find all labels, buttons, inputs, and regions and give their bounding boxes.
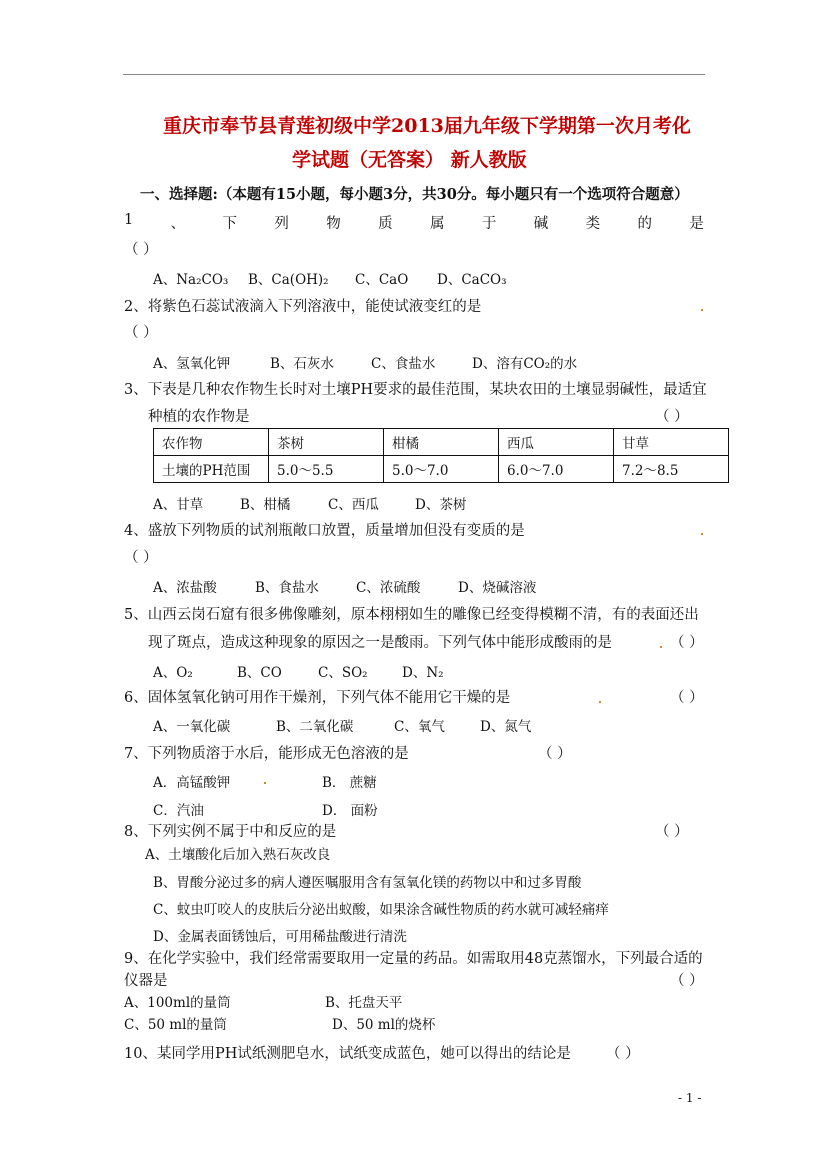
question-8-answer-blank: （ ） bbox=[655, 824, 689, 840]
question-3-option-b: B、柑橘 bbox=[240, 497, 291, 513]
question-9-stem-line2: 仪器是 bbox=[124, 973, 168, 989]
stray-mark bbox=[701, 533, 703, 535]
question-8-option-a: A、土壤酸化后加入熟石灰改良 bbox=[145, 847, 331, 863]
stray-mark bbox=[264, 782, 266, 784]
question-3-option-d: D、茶树 bbox=[415, 497, 467, 513]
question-3-option-c: C、西瓜 bbox=[328, 497, 379, 513]
header-rule bbox=[123, 74, 705, 75]
question-1-option-b: B、Ca(OH)₂ bbox=[248, 272, 329, 288]
question-8-option-b: B、胃酸分泌过多的病人遵医嘱服用含有氢氧化镁的药物以中和过多胃酸 bbox=[153, 875, 582, 891]
question-7-option-b: B． 蔗糖 bbox=[322, 775, 377, 791]
question-2-option-a: A、氢氧化钾 bbox=[153, 356, 231, 372]
question-6-option-d: D、氮气 bbox=[480, 719, 532, 735]
question-6-option-b: B、二氧化碳 bbox=[276, 719, 354, 735]
question-2-stem: 2、将紫色石蕊试液滴入下列溶液中，能使试液变红的是 bbox=[124, 299, 482, 315]
page-title-line2: 学试题（无答案） 新人教版 bbox=[292, 149, 527, 171]
table-cell: 7.2～8.5 bbox=[614, 456, 729, 483]
table-cell: 5.0～5.5 bbox=[269, 456, 384, 483]
table-cell: 6.0～7.0 bbox=[499, 456, 614, 483]
question-1-option-c: C、CaO bbox=[355, 272, 409, 288]
question-8-option-d: D、金属表面锈蚀后，可用稀盐酸进行清洗 bbox=[153, 929, 407, 945]
stray-mark bbox=[701, 309, 703, 311]
question-2-option-c: C、食盐水 bbox=[371, 356, 436, 372]
table-cell: 柑橘 bbox=[384, 429, 499, 456]
question-2-answer-blank: （ ） bbox=[124, 325, 158, 341]
question-2-option-b: B、石灰水 bbox=[270, 356, 334, 372]
question-5-option-a: A、O₂ bbox=[153, 665, 193, 681]
question-7-stem: 7、下列物质溶于水后，能形成无色溶液的是 bbox=[124, 746, 409, 762]
question-5-stem-line2: 现了斑点，造成这种现象的原因之一是酸雨。下列气体中能形成酸雨的是 bbox=[148, 635, 612, 651]
table-cell: 茶树 bbox=[269, 429, 384, 456]
question-6-option-c: C、氧气 bbox=[394, 719, 445, 735]
table-cell: 农作物 bbox=[154, 429, 269, 456]
page-title-line1: 重庆市奉节县青莲初级中学2013届九年级下学期第一次月考化 bbox=[163, 115, 691, 137]
question-10-answer-blank: （ ） bbox=[606, 1046, 640, 1062]
stray-mark bbox=[599, 701, 601, 703]
question-10-stem: 10、某同学用PH试纸测肥皂水，试纸变成蓝色，她可以得出的结论是 bbox=[124, 1046, 571, 1062]
question-3-stem-line2: 种植的农作物是 bbox=[148, 409, 250, 425]
table-row bbox=[154, 456, 729, 483]
question-4-option-c: C、浓硫酸 bbox=[356, 580, 421, 596]
question-6-option-a: A、一氧化碳 bbox=[153, 719, 231, 735]
question-1-stem: 1 、 下 列 物 质 属 于 碱 类 的 是 bbox=[124, 212, 704, 232]
stray-mark bbox=[660, 646, 662, 648]
question-3-option-a: A、甘草 bbox=[153, 497, 204, 513]
section-heading: 一、选择题:（本题有15小题，每小题3分，共30分。每小题只有一个选项符合题意） bbox=[140, 186, 689, 203]
question-7-option-d: D． 面粉 bbox=[322, 803, 378, 819]
question-5-option-b: B、CO bbox=[237, 665, 282, 681]
question-9-option-a: A、100ml的量筒 bbox=[124, 995, 231, 1011]
table-cell: 甘草 bbox=[614, 429, 729, 456]
question-6-stem: 6、固体氢氧化钠可用作干燥剂，下列气体不能用它干燥的是 bbox=[124, 690, 511, 706]
table-cell: 5.0～7.0 bbox=[384, 456, 499, 483]
question-1-answer-blank: （ ） bbox=[124, 242, 158, 258]
question-2-option-d: D、溶有CO₂的水 bbox=[472, 356, 578, 372]
question-4-option-d: D、烧碱溶液 bbox=[458, 580, 537, 596]
question-5-option-c: C、SO₂ bbox=[318, 665, 368, 681]
page-number: - 1 - bbox=[678, 1091, 702, 1105]
question-7-option-c: C．汽油 bbox=[153, 803, 204, 819]
question-3-answer-blank: （ ） bbox=[655, 409, 689, 425]
question-9-option-b: B、托盘天平 bbox=[325, 995, 403, 1011]
question-7-answer-blank: （ ） bbox=[538, 746, 572, 762]
question-9-option-c: C、50 ml的量筒 bbox=[124, 1017, 227, 1033]
question-7-option-a: A．高锰酸钾 bbox=[153, 775, 231, 791]
question-3-stem-line1: 3、下表是几种农作物生长时对土壤PH要求的最佳范围，某块农田的土壤显弱碱性，最适宜 bbox=[124, 382, 707, 398]
question-4-stem: 4、盛放下列物质的试剂瓶敞口放置，质量增加但没有变质的是 bbox=[124, 523, 525, 539]
question-1-option-a: A、Na₂CO₃ bbox=[153, 272, 229, 288]
ph-range-table bbox=[153, 428, 729, 483]
question-8-option-c: C、蚊虫叮咬人的皮肤后分泌出蚁酸，如果涂含碱性物质的药水就可减轻痛痒 bbox=[153, 902, 609, 918]
question-1-option-d: D、CaCO₃ bbox=[437, 272, 507, 288]
question-8-stem: 8、下列实例不属于中和反应的是 bbox=[124, 824, 337, 840]
question-9-option-d: D、50 ml的烧杯 bbox=[332, 1017, 436, 1033]
question-4-option-a: A、浓盐酸 bbox=[153, 580, 217, 596]
question-5-option-d: D、N₂ bbox=[402, 665, 444, 681]
table-cell: 土壤的PH范围 bbox=[154, 456, 269, 483]
table-cell: 西瓜 bbox=[499, 429, 614, 456]
question-4-answer-blank: （ ） bbox=[124, 550, 158, 566]
question-6-answer-blank: （ ） bbox=[670, 690, 704, 706]
question-9-stem-line1: 9、在化学实验中，我们经常需要取用一定量的药品。如需取用48克蒸馏水，下列最合适的 bbox=[124, 951, 703, 967]
question-4-option-b: B、食盐水 bbox=[255, 580, 319, 596]
question-5-answer-blank: （ ） bbox=[670, 635, 704, 651]
question-5-stem-line1: 5、山西云岗石窟有很多佛像雕刻，原本栩栩如生的雕像已经变得模糊不清，有的表面还出 bbox=[124, 607, 699, 623]
table-header-row bbox=[154, 429, 729, 456]
question-9-answer-blank: （ ） bbox=[670, 973, 704, 989]
